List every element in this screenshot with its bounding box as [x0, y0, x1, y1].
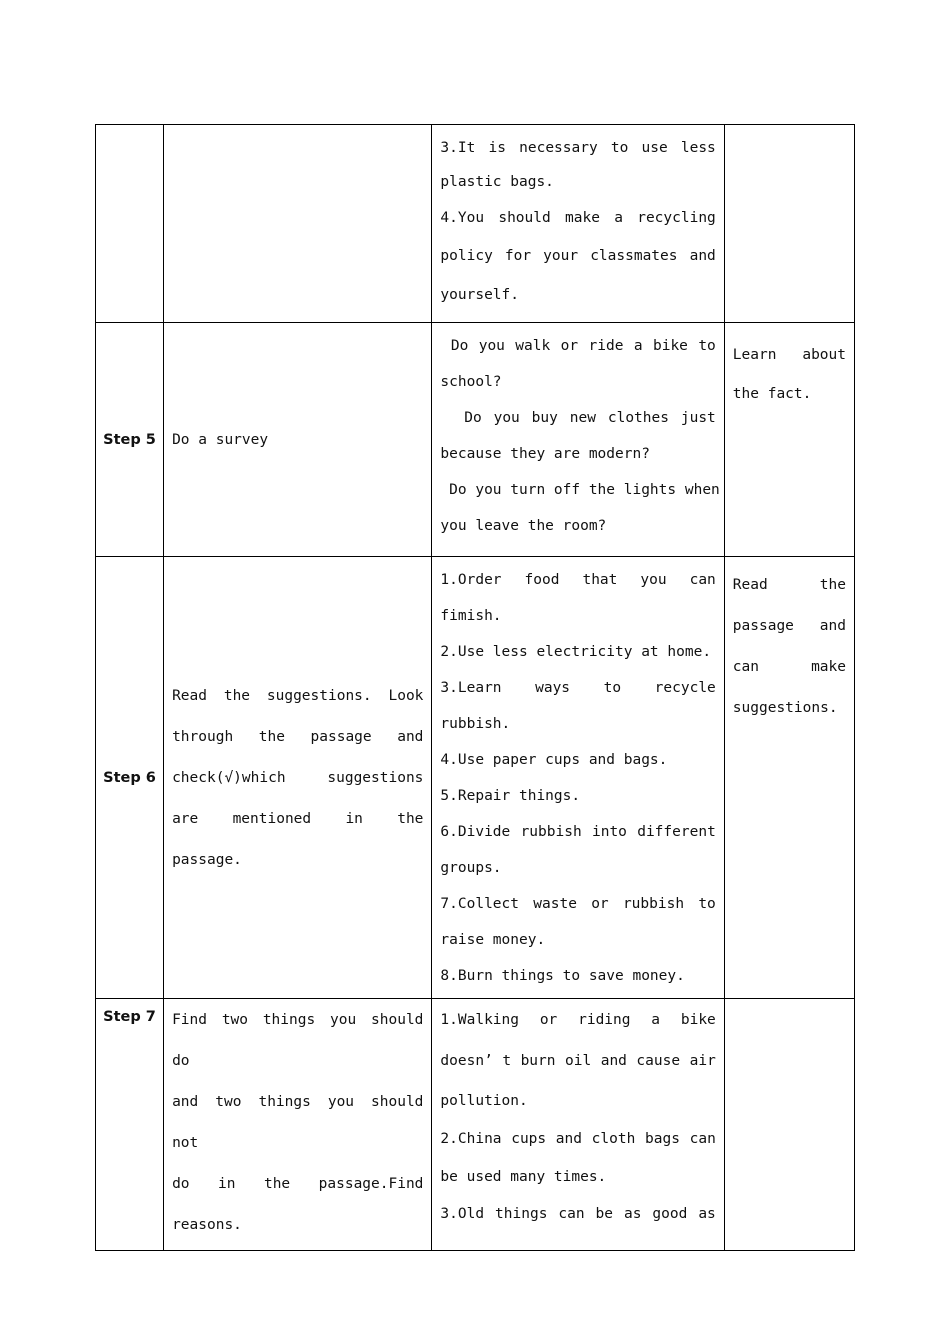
purpose-line: passage and — [732, 618, 846, 634]
lesson-plan-table — [95, 124, 855, 1251]
content-line: 2.China cups and cloth bags can — [440, 1131, 716, 1147]
purpose-line: Learn about — [732, 347, 846, 363]
content-line: you leave the room? — [440, 518, 607, 534]
purpose-line: Read the — [732, 577, 846, 593]
content-line: be used many times. — [440, 1169, 607, 1185]
step-cell: Step 6 — [96, 557, 164, 999]
activity-cell — [164, 557, 432, 999]
activity-line: through the passage and — [172, 728, 424, 745]
content-line: raise money. — [440, 932, 546, 948]
content-line: yourself. — [440, 287, 519, 303]
activity-line: reasons. — [172, 1217, 242, 1233]
purpose-cell — [724, 323, 854, 557]
purpose-line: the fact. — [732, 386, 812, 402]
table-row — [96, 999, 855, 1251]
activity-line: check(√)which suggestions — [172, 769, 424, 786]
content-line: 1.Order food that you can — [440, 572, 716, 588]
activity-line: and two things you should not — [172, 1094, 424, 1151]
content-line: 4.Use paper cups and bags. — [440, 752, 668, 768]
content-line: 1.Walking or riding a bike — [440, 1012, 716, 1028]
activity-line: are mentioned in the passage. — [172, 810, 424, 868]
step-cell: Step 7 — [96, 999, 164, 1251]
content-line: because they are modern? — [440, 446, 650, 462]
activity-cell — [164, 999, 432, 1251]
table-row — [96, 557, 855, 999]
step-cell — [96, 125, 164, 323]
content-line: policy for your classmates and — [440, 248, 716, 264]
content-line: school? — [440, 374, 502, 390]
content-line: pollution. — [440, 1093, 528, 1109]
content-line: 4.You should make a recycling — [440, 210, 716, 226]
table-row — [96, 323, 855, 557]
content-line: Do you buy new clothes just — [440, 410, 716, 426]
content-cell — [432, 557, 724, 999]
content-line: 7.Collect waste or rubbish to — [440, 896, 716, 912]
table-row — [96, 125, 855, 323]
content-line: doesn’ t burn oil and cause air — [440, 1053, 716, 1069]
activity-cell — [164, 323, 432, 557]
content-line: 3.It is necessary to use less — [440, 140, 716, 156]
content-line: groups. — [440, 860, 502, 876]
content-line: 3.Learn ways to recycle rubbish. — [440, 680, 716, 732]
step-cell: Step 5 — [96, 323, 164, 557]
activity-line: Read the suggestions. Look — [172, 687, 424, 704]
activity-line: do in the passage.Find — [172, 1176, 424, 1192]
content-line: Do you turn off the lights when — [440, 482, 720, 498]
activity-line: Find two things you should do — [172, 1012, 424, 1069]
activity-cell — [164, 125, 432, 323]
purpose-cell — [724, 557, 854, 999]
content-cell — [432, 999, 724, 1251]
content-line: 3.Old things can be as good as — [440, 1206, 716, 1222]
content-line: 2.Use less electricity at home. — [440, 644, 712, 660]
content-line: 6.Divide rubbish into different — [440, 824, 716, 840]
purpose-line: can make — [732, 659, 846, 675]
activity-line: Do a survey — [172, 432, 269, 448]
content-line: 5.Repair things. — [440, 788, 581, 804]
content-cell — [432, 125, 724, 323]
content-line: fimish. — [440, 608, 502, 624]
content-line: 8.Burn things to save money. — [440, 968, 685, 984]
content-line: Do you walk or ride a bike to — [440, 338, 716, 354]
content-line: plastic bags. — [440, 174, 554, 190]
purpose-line: suggestions. — [732, 700, 838, 716]
purpose-cell — [724, 125, 854, 323]
content-cell — [432, 323, 724, 557]
purpose-cell — [724, 999, 854, 1251]
